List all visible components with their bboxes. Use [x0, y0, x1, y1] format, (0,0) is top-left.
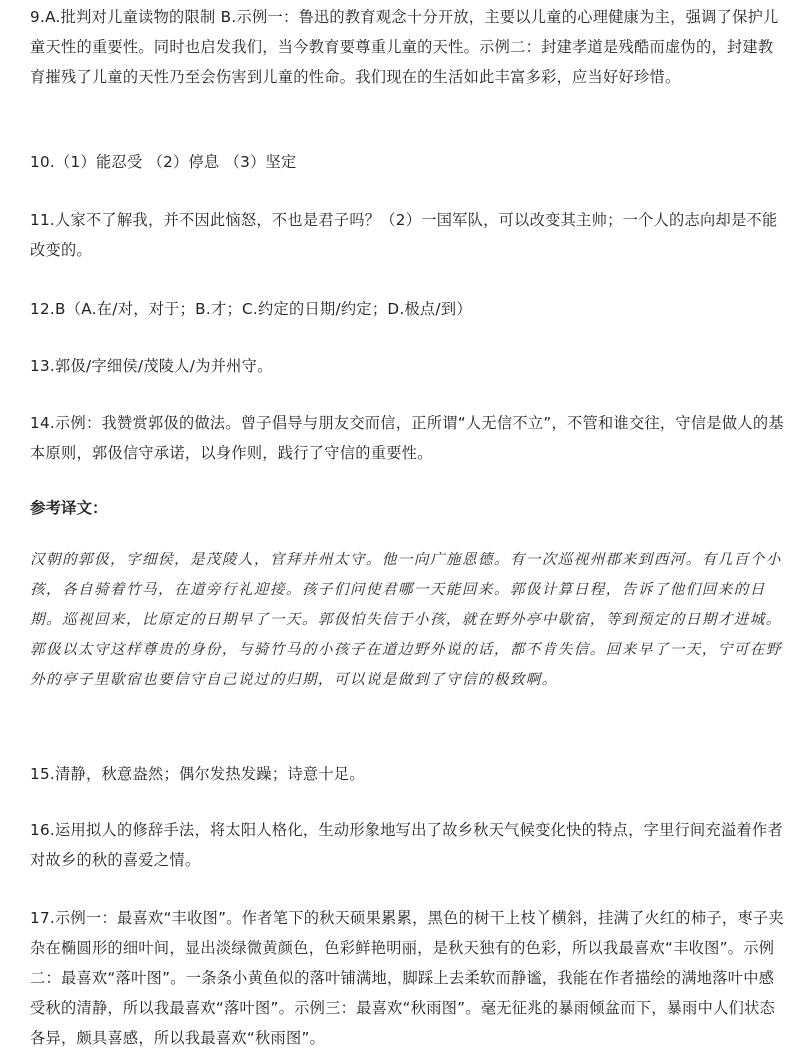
- answer-16: 16.运用拟人的修辞手法，将太阳人格化，生动形象地写出了故乡秋天气候变化快的特点，字里行间充溢着作者对故乡的秋的喜爱之情。: [30, 821, 783, 869]
- answer-9: 9.A.批判对儿童读物的限制 B.示例一：鲁迅的教育观念十分开放，主要以儿童的心理健康为主，强调了保护儿童天性的重要性。同时也启发我们，当今教育要尊重儿童的天性。示例二：封建孝道是残酷而虚伪的，封建教育摧残了儿童的天性乃至会伤害到儿童的性命。我们现在的生活如此丰富多彩，应当好好珍惜。: [30, 8, 779, 86]
- answer-17: 17.示例一：最喜欢“丰收图”。作者笔下的秋天硕果累累，黑色的树干上枝丫横斜，挂满了火红的柿子，枣子夹杂在椭圆形的细叶间，显出淡绿微黄颜色，色彩鲜艳明丽，是秋天独有的色彩，所以我最喜欢“丰收图”。示例二：最喜欢“落叶图”。一条条小黄鱼似的落叶铺满地，脚踩上去柔软而静谧，我能在作者描绘的满地落叶中感受秋的清静，所以我最喜欢“落叶图”。示例三：最喜欢“秋雨图”。毫无征兆的暴雨倾盆而下，暴雨中人们状态各异，颇具喜感，所以我最喜欢“秋雨图”。: [30, 909, 784, 1047]
- answer-14: 14.示例：我赞赏郭伋的做法。曾子倡导与朋友交而信，正所谓“人无信不立”，不管和谁交往，守信是做人的基本原则，郭伋信守承诺，以身作则，践行了守信的重要性。: [30, 414, 784, 462]
- reference-translation-heading: 参考译文：: [30, 499, 108, 517]
- answer-15: 15.清静，秋意盎然；偶尔发热发躁；诗意十足。: [30, 765, 365, 783]
- answer-11: 11.人家不了解我，并不因此恼怒，不也是君子吗？（2）一国军队，可以改变其主帅；一个人的志向却是不能改变的。: [30, 211, 778, 259]
- answer-12: 12.B（A.在/对，对于；B.才；C.约定的日期/约定；D.极点/到）: [30, 300, 472, 318]
- reference-translation-text: 汉朝的郭伋，字细侯，是茂陵人，官拜并州太守。他一向广施恩德。有一次巡视州郡来到西河。有几百个小孩，各自骑着竹马，在道旁行礼迎接。孩子们问使君哪一天能回来。郭伋计算日程，告诉了他们回来的日期。巡视回来，比原定的日期早了一天。郭伋怕失信于小孩，就在野外亭中歇宿，等到预定的日期才进城。郭伋以太守这样尊贵的身份，与骑竹马的小孩子在道边野外说的话，都不肯失信。回来早了一天，宁可在野外的亭子里歇宿也要信守自己说过的归期，可以说是做到了守信的极致啊。: [30, 551, 782, 688]
- answer-10: 10.（1）能忍受 （2）停息 （3）坚定: [30, 153, 297, 171]
- answer-13: 13.郭伋/字细侯/茂陵人/为并州守。: [30, 357, 273, 375]
